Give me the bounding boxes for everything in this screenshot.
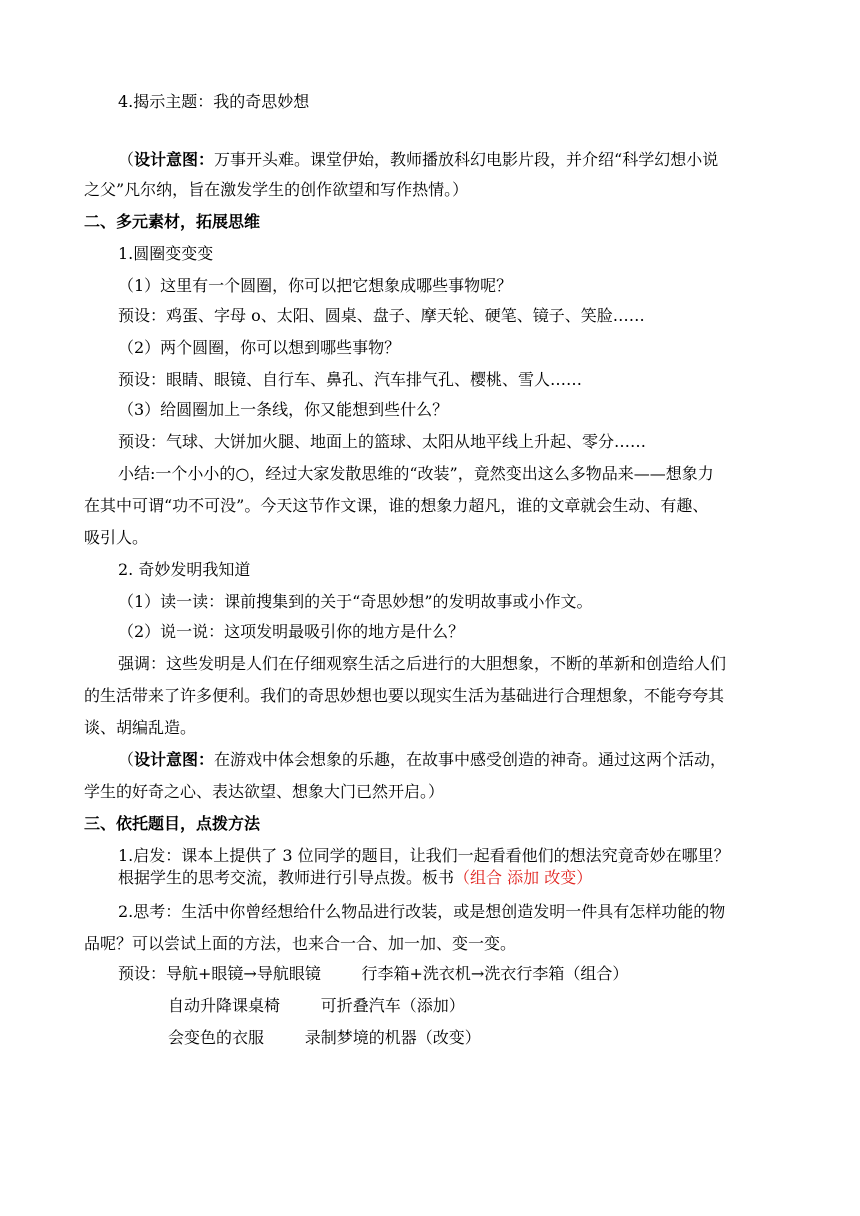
text-line: 小结:一个小小的○，经过大家发散思维的“改装”，竟然变出这么多物品来——想象力	[118, 464, 714, 483]
paren-open: （	[118, 750, 135, 769]
text-line: （3）给圆圈加上一条线，你又能想到些什么？	[118, 400, 449, 419]
board-text: 根据学生的思考交流，教师进行引导点拨。板书	[118, 868, 455, 887]
board-highlight: （组合 添加 改变）	[454, 868, 593, 887]
text-line: 会变色的衣服 录制梦境的机器（改变）	[168, 1028, 481, 1047]
text-line: 之父”凡尔纳，旨在激发学生的创作欲望和写作热情。）	[84, 180, 469, 199]
text-line: 4.揭示主题：我的奇思妙想	[118, 92, 310, 111]
text-line: 1.启发：课本上提供了 3 位同学的题目，让我们一起看看他们的想法究竟奇妙在哪里？	[118, 846, 730, 865]
text-line: （2）说一说：这项发明最吸引你的地方是什么？	[118, 622, 465, 641]
design-intent-text: 万事开头难。课堂伊始，教师播放科幻电影片段，并介绍“科学幻想小说	[214, 150, 719, 169]
design-intent-label: 设计意图：	[134, 750, 215, 769]
text-line: 预设：导航+眼镜→导航眼镜 行李箱+洗衣机→洗衣行李箱（组合）	[118, 964, 629, 983]
text-line: 品呢？可以尝试上面的方法，也来合一合、加一加、变一变。	[84, 934, 517, 953]
text-line: 的生活带来了许多便利。我们的奇思妙想也要以现实生活为基础进行合理想象，不能夸夸其	[84, 686, 725, 705]
section-heading: 二、多元素材，拓展思维	[84, 212, 261, 231]
text-line: （2）两个圆圈，你可以想到哪些事物？	[118, 338, 401, 357]
text-line: 吸引人。	[84, 528, 149, 547]
text-line: 预设：鸡蛋、字母 o、太阳、圆桌、盘子、摩天轮、硬笔、镜子、笑脸……	[118, 306, 645, 325]
design-intent-line	[118, 750, 726, 770]
text-line: 预设：气球、大饼加火腿、地面上的篮球、太阳从地平线上升起、零分……	[118, 432, 647, 451]
text-line	[118, 868, 592, 888]
section-heading: 三、依托题目，点拨方法	[84, 814, 261, 833]
text-line: 2.思考：生活中你曾经想给什么物品进行改装，或是想创造发明一件具有怎样功能的物	[118, 902, 726, 921]
text-line: 1.圆圈变变变	[118, 244, 214, 263]
paren-open: （	[118, 150, 135, 169]
text-line: （1）这里有一个圆圈，你可以把它想象成哪些事物呢？	[118, 276, 513, 295]
text-line: 强调：这些发明是人们在仔细观察生活之后进行的大胆想象，不断的革新和创造给人们	[118, 654, 727, 673]
text-line: 预设：眼睛、眼镜、自行车、鼻孔、汽车排气孔、樱桃、雪人……	[118, 370, 583, 389]
text-line: 2. 奇妙发明我知道	[118, 560, 251, 579]
design-intent-label: 设计意图：	[134, 150, 215, 169]
text-line: 谈、胡编乱造。	[84, 718, 197, 737]
design-intent-text: 在游戏中体会想象的乐趣，在故事中感受创造的神奇。通过这两个活动，	[214, 750, 727, 769]
text-line: 自动升降课桌椅 可折叠汽车（添加）	[168, 996, 465, 1015]
text-line: （1）读一读：课前搜集到的关于“奇思妙想”的发明故事或小作文。	[118, 592, 593, 611]
text-line: 在其中可谓“功不可没”。今天这节作文课，谁的想象力超凡，谁的文章就会生动、有趣、	[84, 496, 709, 515]
design-intent-line	[118, 150, 718, 170]
text-line: 学生的好奇之心、表达欲望、想象大门已然开启。）	[84, 782, 445, 801]
